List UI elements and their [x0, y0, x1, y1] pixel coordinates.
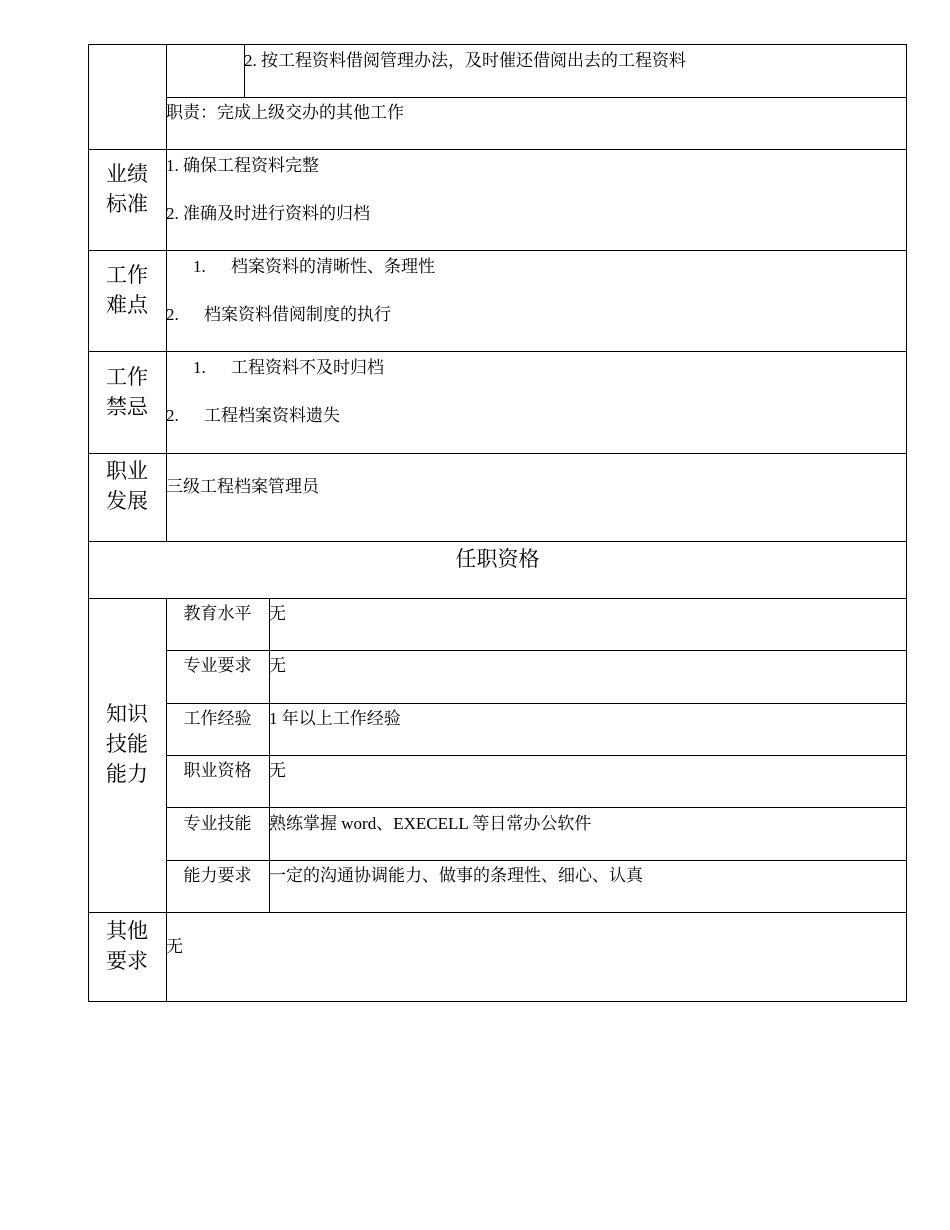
qualification-name-skills: 专业技能 [183, 814, 252, 833]
taboo-item-1-num: 1. [193, 358, 206, 377]
other-label: 其他 要求 [106, 919, 148, 973]
qualification-name-experience: 工作经验 [183, 709, 252, 728]
difficulty-item-1: 档案资料的清晰性、条理性 [231, 257, 435, 276]
performance-item-2: 2. 准确及时进行资料的归档 [166, 204, 370, 223]
taboo-item-2-num: 2. [166, 406, 179, 425]
performance-label: 业绩 标准 [106, 162, 148, 216]
qualification-name-major: 专业要求 [183, 656, 252, 675]
career-value: 三级工程档案管理员 [166, 477, 319, 496]
qualification-value-ability: 一定的沟通协调能力、做事的条理性、细心、认真 [269, 866, 643, 885]
qualification-name-certificate: 职业资格 [183, 761, 252, 780]
qualification-value-education: 无 [269, 604, 286, 623]
qualification-value-experience: 1 年以上工作经验 [269, 709, 401, 728]
taboo-item-1: 工程资料不及时归档 [231, 358, 384, 377]
qualification-title: 任职资格 [455, 547, 540, 571]
other-value: 无 [166, 937, 183, 956]
qualification-name-education: 教育水平 [183, 604, 252, 623]
career-label: 职业 发展 [106, 459, 148, 513]
qualification-name-ability: 能力要求 [183, 866, 252, 885]
knowledge-label: 知识 技能 能力 [106, 702, 148, 786]
qualification-value-skills: 熟练掌握 word、EXECELL 等日常办公软件 [269, 814, 592, 833]
difficulty-item-2-num: 2. [166, 305, 179, 324]
difficulty-item-2: 档案资料借阅制度的执行 [204, 305, 391, 324]
duty-other: 职责：完成上级交办的其他工作 [166, 103, 404, 122]
duty-item-2: 2. 按工程资料借阅管理办法，及时催还借阅出去的工程资料 [244, 51, 686, 70]
difficulty-item-1-num: 1. [193, 257, 206, 276]
performance-item-1: 1. 确保工程资料完整 [166, 156, 319, 175]
difficulty-label: 工作 难点 [106, 263, 148, 317]
qualification-value-major: 无 [269, 656, 286, 675]
qualification-value-certificate: 无 [269, 761, 286, 780]
taboo-item-2: 工程档案资料遗失 [204, 406, 340, 425]
taboo-label: 工作 禁忌 [106, 365, 148, 419]
